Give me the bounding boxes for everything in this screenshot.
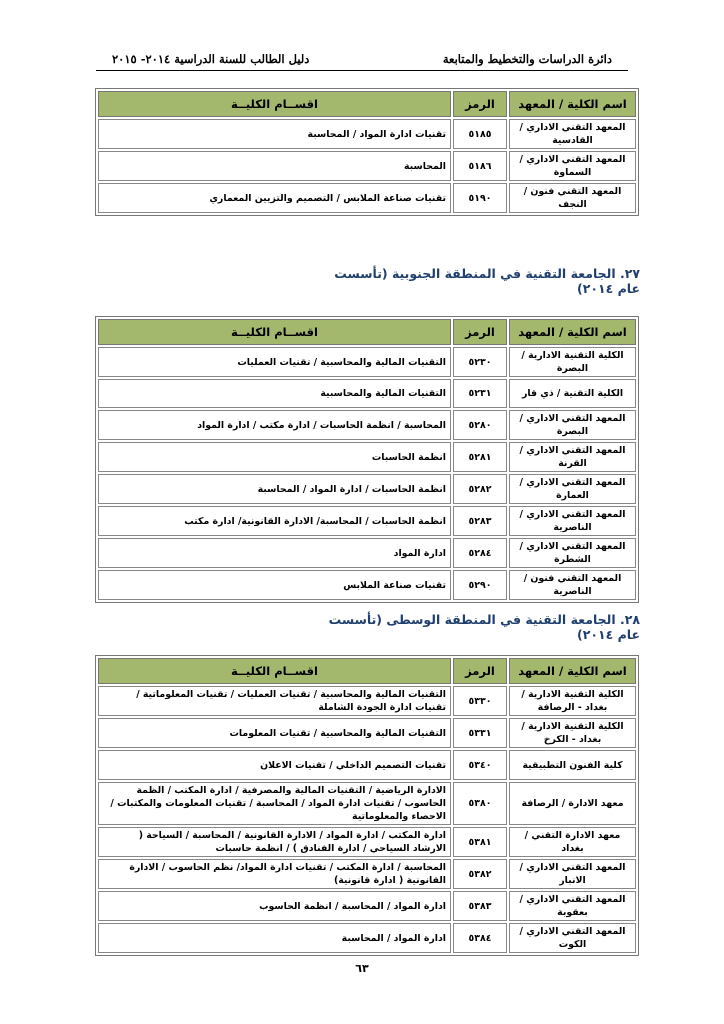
code-cell: ٥٢٨٤ <box>453 538 507 568</box>
college-cell: المعهد التقني الاداري / بعقوبة <box>509 891 636 921</box>
table-row <box>98 410 636 440</box>
departments-cell: انظمة الحاسبات / المحاسبة/ الادارة القانونية/ ادارة مكتب <box>98 506 451 536</box>
college-cell: الكلية التقنية الادارية / بغداد - الكرخ <box>509 718 636 748</box>
code-cell: ٥٣٨٣ <box>453 891 507 921</box>
code-cell: ٥٣٨٢ <box>453 859 507 889</box>
col-header-college: اسم الكلية / المعهد <box>509 91 636 117</box>
departments-cell: ادارة المواد <box>98 538 451 568</box>
col-header-college: اسم الكلية / المعهد <box>509 658 636 684</box>
table-row <box>98 474 636 504</box>
departments-cell: تقنيات صناعة الملابس / التصميم والتزيين المعماري <box>98 183 451 213</box>
table-row <box>98 347 636 377</box>
college-cell: المعهد التقني الاداري / الانبار <box>509 859 636 889</box>
col-header-departments: اقســام الكليــة <box>98 91 451 117</box>
table-row <box>98 718 636 748</box>
code-cell: ٥٣٤٠ <box>453 750 507 780</box>
college-cell: المعهد التقني فنون / النجف <box>509 183 636 213</box>
departments-cell: المحاسبة / انظمة الحاسبات / ادارة مكتب / ادارة المواد <box>98 410 451 440</box>
code-cell: ٥٢٨٢ <box>453 474 507 504</box>
code-cell: ٥٢٨١ <box>453 442 507 472</box>
col-header-code: الرمز <box>453 319 507 345</box>
college-cell: الكلية التقنية الادارية / بغداد - الرصافة <box>509 686 636 716</box>
departments-cell: تقنيات ادارة المواد / المحاسبة <box>98 119 451 149</box>
departments-cell: الادارة الرياضية / التقنيات المالية والمصرفية / ادارة المكتب / الظمة الحاسوب / تقنيات ادارة المواد / المحاسبة / تقنيات المعلومات والمكتبات / الاحصاء والمعلوماتية <box>98 782 451 825</box>
college-cell: المعهد التقني الاداري / البصرة <box>509 410 636 440</box>
college-cell: الكلية التقنية الادارية / البصرة <box>509 347 636 377</box>
departments-cell: تقنيات صناعة الملابس <box>98 570 451 600</box>
table-southern-university <box>95 316 639 603</box>
table-row <box>98 151 636 181</box>
code-cell: ٥٢٩٠ <box>453 570 507 600</box>
col-header-code: الرمز <box>453 658 507 684</box>
code-cell: ٥٣٣٠ <box>453 686 507 716</box>
table-row <box>98 183 636 213</box>
departments-cell: التقنيات المالية والمحاسبية <box>98 379 451 408</box>
table-row <box>98 379 636 408</box>
college-cell: المعهد التقني الاداري / السماوة <box>509 151 636 181</box>
table-row <box>98 442 636 472</box>
table-row <box>98 119 636 149</box>
departments-cell: التقنيات المالية والمحاسبية / تقنيات العمليات <box>98 347 451 377</box>
code-cell: ٥٣٨٠ <box>453 782 507 825</box>
college-cell: الكلية التقنية / ذي قار <box>509 379 636 408</box>
departments-cell: ادارة المواد / المحاسبة <box>98 923 451 953</box>
departments-cell: التقنيات المالية والمحاسبية / تقنيات المعلومات <box>98 718 451 748</box>
college-cell: المعهد التقني الاداري / القادسية <box>509 119 636 149</box>
table-row <box>98 827 636 857</box>
page-header <box>112 38 612 66</box>
header-guide-title: دليل الطالب للسنة الدراسية ٢٠١٤- ٢٠١٥ <box>112 52 310 66</box>
college-cell: كلية الفنون التطبيقية <box>509 750 636 780</box>
table-row <box>98 570 636 600</box>
table-southern-continued <box>95 88 639 216</box>
college-cell: معهد الادارة / الرصافة <box>509 782 636 825</box>
college-cell: المعهد التقني فنون / الناصرية <box>509 570 636 600</box>
section-heading-28: ٢٨. الجامعة التقنية في المنطقة الوسطى (تأسست عام ٢٠١٤) <box>328 612 640 642</box>
code-cell: ٥٣٨١ <box>453 827 507 857</box>
college-cell: المعهد التقني الاداري / العمارة <box>509 474 636 504</box>
college-cell: المعهد التقني الاداري / الشطرة <box>509 538 636 568</box>
col-header-departments: اقســام الكليــة <box>98 319 451 345</box>
col-header-code: الرمز <box>453 91 507 117</box>
code-cell: ٥١٩٠ <box>453 183 507 213</box>
departments-cell: التقنيات المالية والمحاسبية / تقنيات العمليات / تقنيات المعلوماتية / تقنيات ادارة الجودة الشاملة <box>98 686 451 716</box>
departments-cell: المحاسبة / ادارة المكتب / تقنيات ادارة المواد/ نظم الحاسوب / الادارة القانونية ( ادارة قانونية) <box>98 859 451 889</box>
table-row <box>98 891 636 921</box>
code-cell: ٥٣٨٤ <box>453 923 507 953</box>
departments-cell: تقنيات التصميم الداخلي / تقنيات الاعلان <box>98 750 451 780</box>
code-cell: ٥١٨٦ <box>453 151 507 181</box>
code-cell: ٥٢٣٠ <box>453 347 507 377</box>
departments-cell: المحاسبة <box>98 151 451 181</box>
college-cell: معهد الادارة التقني / بغداد <box>509 827 636 857</box>
college-cell: المعهد التقني الاداري / الكوت <box>509 923 636 953</box>
table-row <box>98 782 636 825</box>
college-cell: المعهد التقني الاداري / القرنة <box>509 442 636 472</box>
code-cell: ٥٢٨٣ <box>453 506 507 536</box>
header-department: دائرة الدراسات والتخطيط والمتابعة <box>442 52 612 66</box>
header-rule <box>96 70 628 71</box>
table-middle-university <box>95 655 639 956</box>
code-cell: ٥٢٨٠ <box>453 410 507 440</box>
departments-cell: انظمة الحاسبات <box>98 442 451 472</box>
table-row <box>98 686 636 716</box>
table-row <box>98 538 636 568</box>
college-cell: المعهد التقني الاداري / الناصرية <box>509 506 636 536</box>
departments-cell: انظمة الحاسبات / ادارة المواد / المحاسبة <box>98 474 451 504</box>
code-cell: ٥٢٣١ <box>453 379 507 408</box>
table-row <box>98 859 636 889</box>
col-header-departments: اقســام الكليــة <box>98 658 451 684</box>
table-row <box>98 506 636 536</box>
departments-cell: ادارة المكتب / ادارة المواد / الادارة القانونية / المحاسبة / السياحة ( الارشاد السياحي / ادارة الفنادق ) / انظمة حاسبات <box>98 827 451 857</box>
code-cell: ٥١٨٥ <box>453 119 507 149</box>
page-number: ٦٣ <box>355 962 369 975</box>
code-cell: ٥٣٣١ <box>453 718 507 748</box>
col-header-college: اسم الكلية / المعهد <box>509 319 636 345</box>
table-row <box>98 750 636 780</box>
section-heading-27: ٢٧. الجامعة التقنية في المنطقة الجنوبية (تأسست عام ٢٠١٤) <box>334 266 640 296</box>
table-row <box>98 923 636 953</box>
departments-cell: ادارة المواد / المحاسبة / انظمة الحاسوب <box>98 891 451 921</box>
